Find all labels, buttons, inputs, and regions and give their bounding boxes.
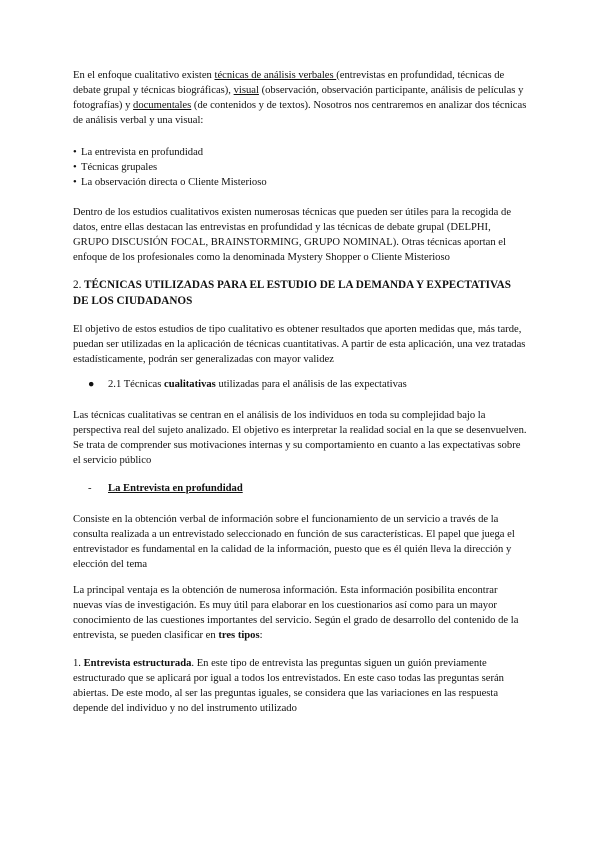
bullet-icon: • bbox=[73, 147, 77, 158]
list-item bbox=[73, 176, 528, 191]
intro-text-b: (entrevistas en profundidad, técnicas de debate grupal y técnicas biográficas), bbox=[73, 70, 505, 96]
item-number: 1. bbox=[73, 658, 84, 669]
interview-subheading bbox=[88, 482, 518, 497]
qualitative-studies-paragraph: Dentro de los estudios cualitativos existen numerosas técnicas que pueden ser útiles para la recogida de datos, entre ellas destacan las entrevistas en profundidad y las técnicas de debate grupal (DELPHI, GRUPO DISCUSIÓN FOCAL, BRAINSTORMING, GRUPO NOMINAL). Otras técnicas aportan el enfoque de los profesionales como la denominada Mystery Shopper o Cliente Misterioso bbox=[73, 207, 512, 263]
section-title: TÉCNICAS UTILIZADAS PARA EL ESTUDIO DE LA DEMANDA Y EXPECTATIVAS DE LOS CIUDADANOS bbox=[73, 279, 511, 307]
three-types-bold: tres tipos bbox=[218, 629, 260, 641]
advantages-colon: : bbox=[259, 629, 263, 641]
subsection-bold: cualitativas bbox=[164, 379, 216, 390]
bullet-icon: • bbox=[73, 162, 77, 173]
structured-interview-term: Entrevista estructurada bbox=[83, 658, 192, 669]
link-visual[interactable]: visual bbox=[233, 84, 259, 96]
objective-paragraph: El objetivo de estos estudios de tipo cualitativo es obtener resultados que aporten medidas que, más tarde, puedan ser utilizadas en la aplicación de técnicas cuantitativas. A partir de esta aplicación, una vez tratadas estadísticamente, podrán ser generalizadas con mayor validez bbox=[73, 324, 526, 365]
subsection-text-b: utilizadas para el análisis de las expectativas bbox=[215, 379, 407, 390]
list-item bbox=[73, 161, 528, 176]
list-item bbox=[73, 146, 528, 161]
intro-text-d: (de contenidos y de textos). Nosotros nos centraremos en analizar dos técnicas de análisis verbal y una visual: bbox=[73, 99, 527, 126]
bullet-icon: ● bbox=[88, 379, 95, 390]
advantages-paragraph bbox=[73, 584, 528, 644]
link-verbal-techniques[interactable]: técnicas de análisis verbales bbox=[214, 70, 337, 81]
subsection-text-a: 2.1 Técnicas bbox=[108, 379, 164, 390]
advantages-text: La principal ventaja es la obtención de numerosa información. Esta información posibilita encontrar nuevas vías de investigación. Es muy útil para elaborar en los cuestionarios así como para un mayor conocimiento de las cuestiones importantes del servicio. Según el grado de desarrollo del contenido de la entrevista, se pueden clasificar en bbox=[73, 585, 519, 641]
technique-list bbox=[73, 146, 528, 191]
interview-definition-paragraph: Consiste en la obtención verbal de información sobre el funcionamiento de un servicio a través de la consulta realizada a un entrevistado seleccionado en función de sus características. El papel que juega el entrevistador es fundamental en la calidad de la información, puesto que es él quién lleva la dirección y elección del tema bbox=[73, 514, 515, 570]
link-documentales[interactable]: documentales bbox=[133, 99, 192, 111]
list-item-text: La observación directa o Cliente Misterioso bbox=[81, 177, 267, 188]
bullet-icon: • bbox=[73, 177, 77, 188]
qualitative-techniques-paragraph: Las técnicas cualitativas se centran en el análisis de los individuos en toda su complejidad bajo la perspectiva real del sujeto analizado. El objetivo es interpretar la realidad social en la que se desenvuelven. Se trata de comprender sus motivaciones internas y su comportamiento en cuanto a las expectativas sobre el servicio público bbox=[73, 410, 527, 466]
list-item-text: Técnicas grupales bbox=[81, 162, 158, 173]
structured-interview-paragraph bbox=[73, 657, 528, 717]
structured-interview-text: . En este tipo de entrevista las preguntas siguen un guión previamente estructurado que se aplicará por igual a todos los entrevistados. En este caso todas las preguntas serán abiertas. De este modo, al ser las preguntas iguales, se considera que las variaciones en las respuesta depende del individuo y no del instrumento utilizado bbox=[73, 658, 504, 714]
intro-text-a: En el enfoque cualitativo existen bbox=[73, 70, 215, 81]
subsection-item bbox=[88, 378, 518, 393]
list-item-text: La entrevista en profundidad bbox=[81, 147, 204, 158]
intro-paragraph bbox=[73, 69, 528, 129]
dash-marker: - bbox=[88, 483, 92, 494]
intro-text-c: (observación, observación participante, análisis de películas y fotografías) y bbox=[73, 84, 524, 111]
section-heading bbox=[73, 278, 528, 309]
section-number: 2. bbox=[73, 279, 82, 291]
interview-title: La Entrevista en profundidad bbox=[108, 483, 243, 494]
